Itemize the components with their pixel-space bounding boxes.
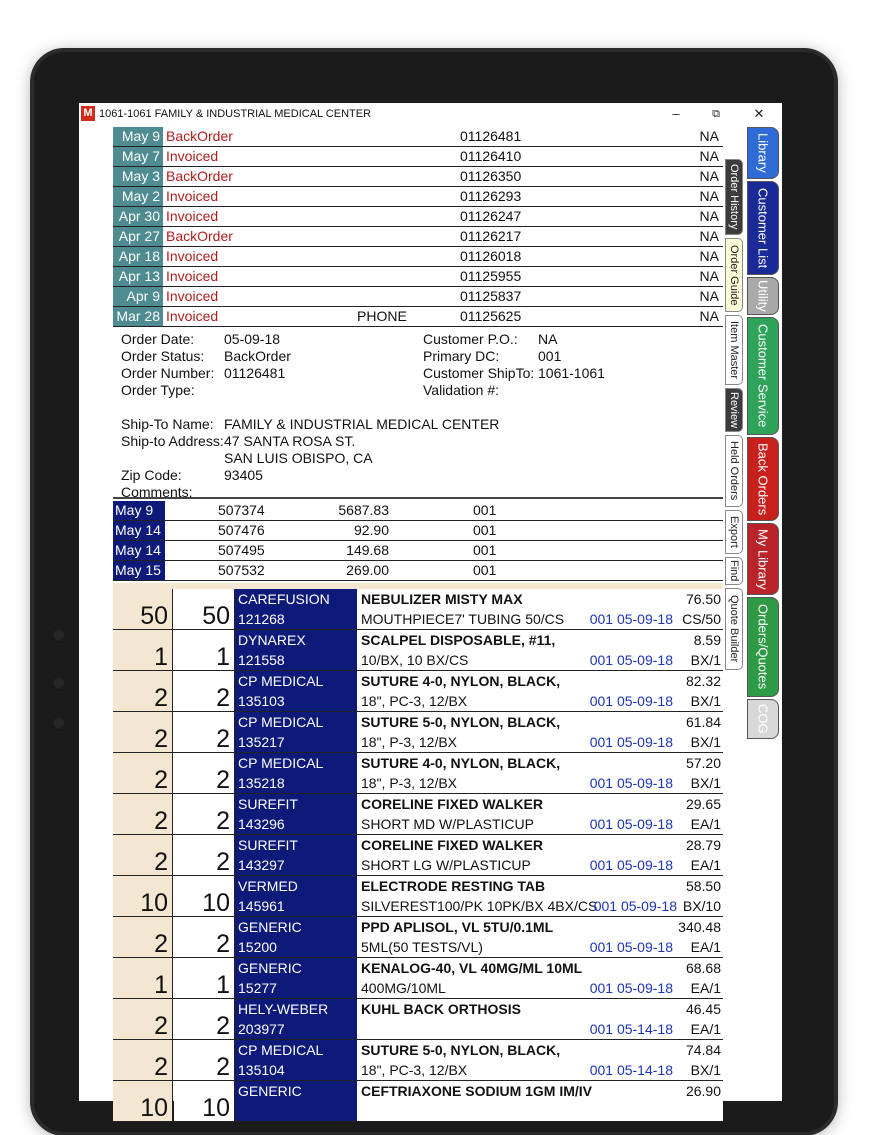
item-title: SUTURE 5-0, NYLON, BLACK, (361, 1042, 561, 1058)
invoice-amount: 92.90 (353, 522, 389, 538)
order-history-row[interactable] (113, 147, 723, 167)
order-date: May 9 (113, 127, 163, 146)
item-title: SCALPEL DISPOSABLE, #11, (361, 632, 556, 648)
order-history-row[interactable] (113, 307, 723, 327)
order-qty-field[interactable]: 10 (174, 1081, 235, 1121)
item-number: 15277 (238, 980, 277, 996)
tablet-sensor-dot (52, 628, 66, 642)
guide-item-row[interactable] (113, 753, 723, 794)
item-price: 82.32 (685, 673, 721, 689)
item-title: SUTURE 4-0, NYLON, BLACK, (361, 755, 561, 771)
invoice-dc: 001 (473, 522, 497, 538)
manufacturer-name: VERMED (238, 878, 298, 894)
item-dc-date: 001 05-09-18 (589, 816, 673, 832)
tab-utility-label: Utility (755, 280, 771, 312)
item-title: NEBULIZER MISTY MAX (361, 591, 523, 607)
item-dc-date: 001 05-09-18 (589, 857, 673, 873)
order-date: May 3 (113, 167, 163, 186)
tab-held-orders-label: Held Orders (728, 441, 740, 501)
invoice-amount: 269.00 (346, 562, 389, 578)
item-uom: EA/1 (690, 939, 721, 955)
order-source: PHONE (357, 308, 407, 324)
order-date: Apr 18 (113, 247, 163, 266)
tab-library[interactable] (747, 127, 779, 179)
order-date-value: 05-09-18 (224, 331, 281, 347)
item-price: 57.20 (685, 755, 721, 771)
invoice-dc: 001 (473, 502, 497, 518)
item-number: 15200 (238, 939, 277, 955)
invoice-row[interactable] (113, 501, 723, 521)
previous-qty: 2 (113, 671, 173, 711)
order-history-list (113, 127, 723, 327)
order-po: NA (699, 248, 719, 264)
invoice-row[interactable] (113, 561, 723, 581)
item-uom: BX/1 (690, 734, 721, 750)
order-qty-field[interactable]: 2 (174, 712, 235, 752)
invoice-dc: 001 (473, 562, 497, 578)
order-po: NA (699, 128, 719, 144)
order-po: NA (699, 308, 719, 324)
invoice-number: 507476 (218, 522, 265, 538)
guide-item-row[interactable] (113, 630, 723, 671)
item-price: 61.84 (685, 714, 721, 730)
manufacturer-name: GENERIC (238, 1083, 302, 1099)
item-description-cell (357, 712, 723, 752)
manufacturer-cell (235, 1040, 357, 1080)
order-status: Invoiced (166, 288, 219, 304)
order-qty-field[interactable]: 2 (174, 1040, 235, 1080)
order-history-row[interactable] (113, 167, 723, 187)
invoice-date: May 15 (113, 561, 165, 580)
order-number: 01125955 (460, 268, 522, 284)
item-subtitle: 18", PC-3, 12/BX (361, 1062, 468, 1078)
ship-to-address-line2: SAN LUIS OBISPO, CA (224, 450, 373, 466)
order-qty-field[interactable]: 2 (174, 794, 235, 834)
previous-qty: 2 (113, 999, 173, 1039)
order-po: NA (699, 268, 719, 284)
order-history-row[interactable] (113, 127, 723, 147)
item-description-cell (357, 1040, 723, 1080)
app-window (79, 103, 782, 1122)
invoice-number: 507495 (218, 542, 265, 558)
item-price: 46.45 (685, 1001, 721, 1017)
manufacturer-cell (235, 835, 357, 875)
tab-export[interactable] (725, 510, 743, 554)
order-status: Invoiced (166, 268, 219, 284)
guide-item-row[interactable] (113, 712, 723, 753)
tab-back-orders[interactable] (747, 437, 779, 521)
item-dc-date: 001 05-09-18 (589, 652, 673, 668)
order-history-row[interactable] (113, 247, 723, 267)
invoice-row[interactable] (113, 541, 723, 561)
close-button[interactable]: ✕ (753, 106, 765, 121)
item-uom: EA/1 (690, 857, 721, 873)
order-number: 01125625 (460, 308, 522, 324)
item-uom: EA/1 (690, 816, 721, 832)
item-description-cell (357, 835, 723, 875)
item-subtitle: 400MG/10ML (361, 980, 446, 996)
tab-order-history[interactable] (725, 159, 743, 235)
tab-order-history-label: Order History (728, 164, 740, 230)
previous-qty: 2 (113, 753, 173, 793)
order-status-label: Order Status: (121, 348, 205, 364)
manufacturer-name: GENERIC (238, 919, 302, 935)
order-qty-field[interactable]: 2 (174, 835, 235, 875)
invoice-number: 507374 (218, 502, 265, 518)
tab-orders-quotes-label: Orders/Quotes (755, 604, 771, 690)
manufacturer-cell (235, 794, 357, 834)
order-history-row[interactable] (113, 267, 723, 287)
item-uom: BX/10 (682, 898, 721, 914)
item-dc-date: 001 05-14-18 (589, 1021, 673, 1037)
invoice-amount: 5687.83 (338, 502, 389, 518)
order-number: 01126018 (460, 248, 522, 264)
order-qty-field[interactable]: 2 (174, 753, 235, 793)
order-status: Invoiced (166, 248, 219, 264)
item-dc-date: 001 05-09-18 (589, 611, 673, 627)
customer-po-label: Customer P.O.: (423, 331, 518, 347)
item-description-cell (357, 794, 723, 834)
order-history-row[interactable] (113, 227, 723, 247)
customer-po-value: NA (538, 331, 558, 347)
previous-qty: 2 (113, 794, 173, 834)
item-number: 145961 (238, 898, 285, 914)
item-price: 76.50 (685, 591, 721, 607)
ship-to-name-label: Ship-To Name: (121, 416, 214, 432)
previous-qty: 1 (113, 958, 173, 998)
previous-qty: 2 (113, 712, 173, 752)
order-history-row[interactable] (113, 187, 723, 207)
tablet-camera-dot (52, 676, 66, 690)
tab-customer-list[interactable] (747, 181, 779, 275)
restore-button[interactable]: ⧉ (712, 108, 720, 120)
previous-qty: 2 (113, 917, 173, 957)
item-subtitle: 18", PC-3, 12/BX (361, 693, 468, 709)
item-subtitle: SHORT LG W/PLASTICUP (361, 857, 531, 873)
invoice-date: May 14 (113, 521, 165, 540)
order-status: BackOrder (166, 228, 233, 244)
manufacturer-name: SUREFIT (238, 796, 298, 812)
order-po: NA (699, 208, 719, 224)
order-number: 01126293 (460, 188, 522, 204)
invoice-number: 507532 (218, 562, 265, 578)
manufacturer-name: CP MEDICAL (238, 755, 324, 771)
guide-item-row[interactable] (113, 999, 723, 1040)
manufacturer-name: CP MEDICAL (238, 1042, 324, 1058)
invoice-date: May 9 (113, 501, 165, 520)
order-history-row[interactable] (113, 287, 723, 307)
order-number-label: Order Number: (121, 365, 215, 381)
order-po: NA (699, 168, 719, 184)
order-status: Invoiced (166, 188, 219, 204)
item-subtitle: 18", P-3, 12/BX (361, 734, 458, 750)
order-number-value: 01126481 (224, 365, 286, 381)
tab-customer-service[interactable] (747, 317, 779, 435)
order-status: Invoiced (166, 308, 219, 324)
item-description-cell (357, 589, 723, 629)
invoice-list (113, 501, 723, 581)
order-number: 01126410 (460, 148, 522, 164)
manufacturer-cell (235, 876, 357, 916)
order-po: NA (699, 228, 719, 244)
order-qty-field[interactable]: 10 (174, 876, 235, 916)
item-uom: CS/50 (682, 611, 721, 627)
item-dc-date: 001 05-14-18 (589, 1062, 673, 1078)
item-number: 135218 (238, 775, 285, 791)
item-price: 29.65 (685, 796, 721, 812)
tab-review-label: Review (728, 391, 740, 429)
manufacturer-cell (235, 917, 357, 957)
item-subtitle: 10/BX, 10 BX/CS (361, 652, 469, 668)
app-logo-icon: M (81, 106, 95, 121)
previous-qty: 1 (113, 630, 173, 670)
order-type-label: Order Type: (121, 382, 195, 398)
tab-library-label: Library (755, 133, 771, 173)
order-status: Invoiced (166, 148, 219, 164)
manufacturer-name: CP MEDICAL (238, 714, 324, 730)
order-number: 01125837 (460, 288, 522, 304)
tab-orders-quotes[interactable] (747, 597, 779, 697)
manufacturer-cell (235, 712, 357, 752)
manufacturer-name: SUREFIT (238, 837, 298, 853)
order-qty-field[interactable]: 2 (174, 671, 235, 711)
item-price: 28.79 (685, 837, 721, 853)
order-date: May 7 (113, 147, 163, 166)
item-subtitle: SILVEREST100/PK 10PK/BX 4BX/CS (361, 898, 598, 914)
item-dc-date: 001 05-09-18 (593, 898, 677, 914)
manufacturer-cell (235, 589, 357, 629)
order-number: 01126481 (460, 128, 522, 144)
item-title: KENALOG-40, VL 40MG/ML 10ML (361, 960, 583, 976)
order-qty-field[interactable]: 1 (174, 630, 235, 670)
item-uom: BX/1 (690, 775, 721, 791)
item-description-cell (357, 876, 723, 916)
ship-to-name-value: FAMILY & INDUSTRIAL MEDICAL CENTER (224, 416, 500, 432)
invoice-row[interactable] (113, 521, 723, 541)
tab-quote-builder[interactable] (725, 588, 743, 670)
guide-item-row[interactable] (113, 671, 723, 712)
invoice-date: May 14 (113, 541, 165, 560)
item-number: 143296 (238, 816, 285, 832)
comments-label: Comments: (121, 484, 193, 500)
guide-item-row[interactable] (113, 876, 723, 917)
order-guide-list (113, 583, 723, 1122)
item-uom: BX/1 (690, 652, 721, 668)
item-uom: EA/1 (690, 980, 721, 996)
tab-my-library[interactable] (747, 523, 779, 595)
manufacturer-cell (235, 630, 357, 670)
order-date-label: Order Date: (121, 331, 195, 347)
item-title: SUTURE 4-0, NYLON, BLACK, (361, 673, 561, 689)
item-subtitle: 18", P-3, 12/BX (361, 775, 458, 791)
invoice-amount: 149.68 (346, 542, 389, 558)
order-qty-field[interactable]: 2 (174, 999, 235, 1039)
item-description-cell (357, 999, 723, 1039)
manufacturer-cell (235, 671, 357, 711)
customer-shipto-value: 1061-1061 (538, 365, 605, 381)
item-price: 8.59 (693, 632, 721, 648)
order-number: 01126247 (460, 208, 522, 224)
tab-back-orders-label: Back Orders (755, 442, 771, 516)
validation-label: Validation #: (423, 382, 500, 398)
item-description-cell (357, 671, 723, 711)
item-title: CORELINE FIXED WALKER (361, 837, 544, 853)
guide-item-row[interactable] (113, 835, 723, 876)
item-price: 74.84 (685, 1042, 721, 1058)
order-po: NA (699, 148, 719, 164)
item-description-cell (357, 753, 723, 793)
tab-item-master-label: Item Master (728, 320, 740, 380)
manufacturer-name: GENERIC (238, 960, 302, 976)
order-date: Apr 13 (113, 267, 163, 286)
title-bar (79, 103, 782, 125)
ship-to-address-label: Ship-to Address: (121, 433, 224, 449)
item-uom: EA/1 (690, 1021, 721, 1037)
item-price: 68.68 (685, 960, 721, 976)
guide-item-row[interactable] (113, 917, 723, 958)
guide-item-row[interactable] (113, 794, 723, 835)
tab-order-guide-label: Order Guide (728, 244, 740, 306)
ship-to-address-line1: 47 SANTA ROSA ST. (224, 433, 356, 449)
item-number: 135104 (238, 1062, 285, 1078)
manufacturer-name: HELY-WEBER (238, 1001, 329, 1017)
item-number: 121268 (238, 611, 285, 627)
order-status: Invoiced (166, 208, 219, 224)
manufacturer-cell (235, 753, 357, 793)
item-description-cell (357, 958, 723, 998)
order-status: BackOrder (166, 128, 233, 144)
item-price: 26.90 (685, 1083, 721, 1099)
order-status: BackOrder (166, 168, 233, 184)
item-title: KUHL BACK ORTHOSIS (361, 1001, 521, 1017)
tab-find[interactable] (725, 557, 743, 585)
guide-item-row[interactable] (113, 1081, 723, 1122)
manufacturer-name: CP MEDICAL (238, 673, 324, 689)
tab-customer-list-label: Customer List (755, 187, 771, 269)
item-dc-date: 001 05-09-18 (589, 939, 673, 955)
item-number: 135217 (238, 734, 285, 750)
tab-item-master[interactable] (725, 315, 743, 385)
item-number: 203977 (238, 1021, 285, 1037)
manufacturer-name: DYNAREX (238, 632, 306, 648)
manufacturer-cell (235, 958, 357, 998)
order-detail-panel (113, 327, 723, 499)
guide-item-row[interactable] (113, 589, 723, 630)
guide-item-row[interactable] (113, 958, 723, 999)
order-date: Apr 27 (113, 227, 163, 246)
previous-qty: 2 (113, 835, 173, 875)
order-history-row[interactable] (113, 207, 723, 227)
previous-qty: 50 (113, 589, 173, 629)
item-uom: BX/1 (690, 693, 721, 709)
minimize-button[interactable]: – (672, 106, 680, 121)
order-status-value: BackOrder (224, 348, 291, 364)
manufacturer-cell (235, 1081, 357, 1121)
tab-quote-builder-label: Quote Builder (728, 595, 740, 663)
order-qty-field[interactable]: 2 (174, 917, 235, 957)
order-date: Apr 9 (113, 287, 163, 306)
item-title: CORELINE FIXED WALKER (361, 796, 544, 812)
item-description-cell (357, 917, 723, 957)
item-title: CEFTRIAXONE SODIUM 1GM IM/IV (361, 1083, 593, 1099)
primary-dc-label: Primary DC: (423, 348, 500, 364)
tab-utility[interactable] (747, 277, 779, 315)
order-date: Apr 30 (113, 207, 163, 226)
item-title: ELECTRODE RESTING TAB (361, 878, 546, 894)
item-title: SUTURE 5-0, NYLON, BLACK, (361, 714, 561, 730)
order-qty-field[interactable]: 1 (174, 958, 235, 998)
item-title: PPD APLISOL, VL 5TU/0.1ML (361, 919, 554, 935)
item-dc-date: 001 05-09-18 (589, 734, 673, 750)
manufacturer-cell (235, 999, 357, 1039)
item-dc-date: 001 05-09-18 (589, 980, 673, 996)
item-dc-date: 001 05-09-18 (589, 693, 673, 709)
tab-my-library-label: My Library (755, 528, 771, 590)
order-qty-field[interactable]: 50 (174, 589, 235, 629)
previous-qty: 10 (113, 876, 173, 916)
invoice-dc: 001 (473, 542, 497, 558)
item-subtitle: MOUTHPIECE7' TUBING 50/CS (361, 611, 565, 627)
tab-cog[interactable] (747, 699, 779, 739)
tab-cog-label: COG (755, 704, 771, 734)
previous-qty: 10 (113, 1081, 173, 1121)
order-number: 01126217 (460, 228, 522, 244)
window-title: 1061-1061 FAMILY & INDUSTRIAL MEDICAL CENTER (99, 108, 372, 120)
order-date: May 2 (113, 187, 163, 206)
item-description-cell (357, 1081, 723, 1121)
tab-export-label: Export (728, 516, 740, 548)
primary-dc-value: 001 (538, 348, 562, 364)
item-dc-date: 001 05-09-18 (589, 775, 673, 791)
item-subtitle: SHORT MD W/PLASTICUP (361, 816, 534, 832)
item-description-cell (357, 630, 723, 670)
guide-item-row[interactable] (113, 1040, 723, 1081)
tab-find-label: Find (728, 560, 740, 582)
item-number: 143297 (238, 857, 285, 873)
order-date: Mar 28 (113, 307, 163, 326)
item-number: 135103 (238, 693, 285, 709)
tablet-sensor-dot-2 (52, 716, 66, 730)
tab-customer-service-label: Customer Service (755, 324, 771, 428)
item-subtitle: 5ML(50 TESTS/VL) (361, 939, 483, 955)
order-po: NA (699, 188, 719, 204)
customer-shipto-label: Customer ShipTo: (423, 365, 535, 381)
tab-order-guide[interactable] (725, 238, 743, 312)
item-number: 121558 (238, 652, 285, 668)
manufacturer-name: CAREFUSION (238, 591, 330, 607)
item-price: 58.50 (685, 878, 721, 894)
previous-qty: 2 (113, 1040, 173, 1080)
item-price: 340.48 (678, 919, 721, 935)
item-uom: BX/1 (690, 1062, 721, 1078)
zip-code-label: Zip Code: (121, 467, 182, 483)
tab-held-orders[interactable] (725, 435, 743, 507)
tab-review[interactable] (725, 388, 743, 432)
order-po: NA (699, 288, 719, 304)
zip-code-value: 93405 (224, 467, 263, 483)
order-number: 01126350 (460, 168, 522, 184)
